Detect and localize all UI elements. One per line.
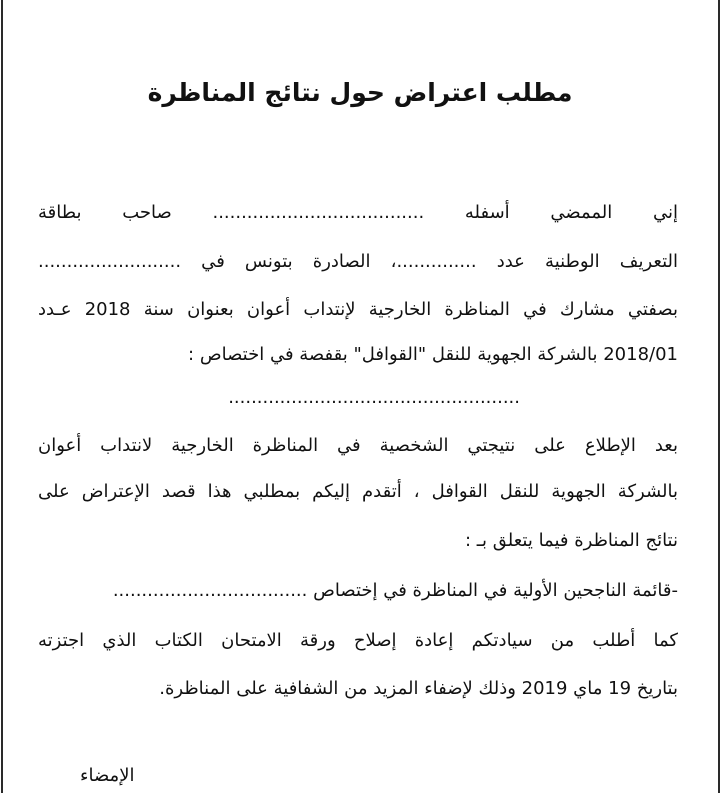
body-line-exam-date: بتاريخ 19 ماي 2019 وذلك لإضفاء المزيد من الشفافية على المناظرة. bbox=[159, 678, 678, 699]
body-line-specialty-blank: ................................................... bbox=[228, 387, 520, 408]
body-line-regarding: نتائج المناظرة فيما يتعلق بـ : bbox=[464, 530, 678, 551]
document-title: مطلب اعتراض حول نتائج المناظرة bbox=[147, 78, 573, 107]
signature-label: الإمضاء bbox=[80, 765, 135, 786]
body-line-list-item: -قائمة الناجحين الأولية في المناظرة في إختصاص .................................. bbox=[112, 580, 678, 601]
body-line-id-card: التعريف الوطنية عدد ..............، الصادرة بتونس في ......................... bbox=[38, 251, 678, 272]
body-line-participant: بصفتي مشارك في المناظرة الخارجية لإنتداب أعوان بعنوان سنة 2018 عـدد bbox=[38, 299, 678, 320]
page-border-left bbox=[1, 0, 3, 793]
body-line-company: 2018/01 بالشركة الجهوية للنقل "القوافل" بقفصة في اختصاص : bbox=[188, 344, 678, 365]
body-line-objection: بالشركة الجهوية للنقل القوافل ، أتقدم إليكم بمطلبي هذا قصد الإعتراض على bbox=[38, 481, 678, 502]
body-line-request: كما أطلب من سيادتكم إعادة إصلاح ورقة الامتحان الكتاب الذي اجتزته bbox=[38, 630, 678, 651]
body-line-declarant: إني الممضي أسفله ..................................... صاحب بطاقة bbox=[38, 202, 678, 223]
body-line-result: بعد الإطلاع على نتيجتي الشخصية في المناظرة الخارجية لانتداب أعوان bbox=[38, 435, 678, 456]
